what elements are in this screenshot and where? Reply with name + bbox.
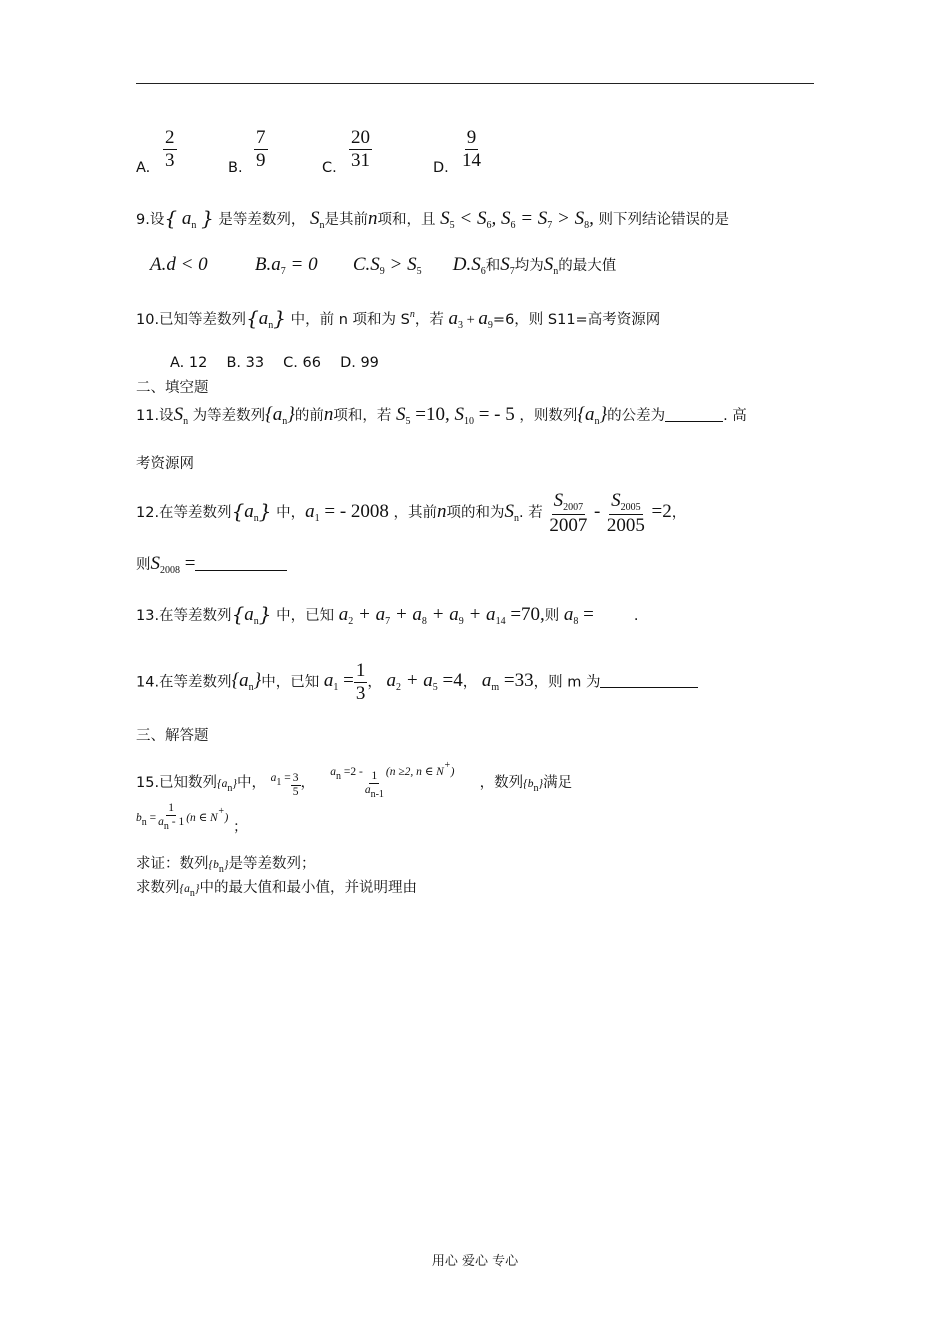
- q8-option-b-fraction: $\frac{7}{9}$: [256, 127, 266, 171]
- question-9-options: A.d < 0 $B.a_7 = 0$ $C.S_9 > S_5$ $D.S_6$和$S_7$均为$S_n$的最大值: [150, 254, 617, 277]
- question-14: 14.在等差数列$\{a_n\}$中，已知 $a_1$ = $\frac{1}{3}$ ， $a_2 + a_5 =4$， $a_m =33$，则 m 为: [136, 660, 698, 705]
- question-15-proof: 求证：数列{bn}是等差数列；: [136, 856, 316, 875]
- question-12-answer: 则$S_{2008}$ =: [136, 553, 287, 576]
- q8-option-a: A.: [136, 160, 151, 176]
- question-10: 10.已知等差数列$\{a_n\}$ 中，前 n 项和为 $S^n$，若 $a_3 + a_9=6$，则 S11=高考资源网: [136, 306, 661, 331]
- page-footer: 用心 爱心 专心: [431, 1254, 519, 1269]
- question-9: 9.设{ $a_n$ } 是等差数列， $S_n$是其前n项和，且 $S_5 < S_6$, $S_6 = S_7 > S_8$, 则下列结论错误的是: [136, 206, 729, 231]
- section-fill-in-title: 二、填空题: [136, 380, 209, 396]
- q8-option-a-fraction: $\frac{2}{3}$: [165, 127, 175, 171]
- q8-option-b: B.: [228, 160, 243, 176]
- section-answer-title: 三、解答题: [136, 728, 209, 744]
- question-15-ask: 求数列{an}中的最大值和最小值，并说明理由: [136, 880, 417, 899]
- s2005-fraction: $\frac{S_{2005}}{2005}$: [606, 490, 645, 536]
- s2007-fraction: $\frac{S_{2007}}{2007}$: [549, 490, 588, 536]
- q8-option-c: C.: [322, 160, 337, 176]
- q8-option-d: D.: [433, 160, 449, 176]
- question-11-continued: 考资源网: [136, 456, 194, 472]
- q8-option-c-fraction: $\frac{20}{31}$: [351, 127, 370, 171]
- q8-option-d-fraction: $\frac{9}{14}$: [462, 127, 481, 171]
- question-15-bn-definition: bn = $\frac{1}{an - 1}$ (n ∈ N+) ；: [136, 802, 248, 836]
- question-11: 11.设$S_n$ 为等差数列$\{a_n\}$的前n项和，若 $S_5 =10$, $S_{10}$ = - 5 ，则数列$\{a_n\}$的公差为 . 高: [136, 404, 747, 427]
- question-10-options: A. 12 B. 33 C. 66 D. 99: [170, 355, 379, 371]
- question-12: 12.在等差数列$\{a_n\}$ 中，$a_1$ = - 2008 ，其前n项的和为$S_n$. 若 $\frac{S_{2007}}{2007}$ - $\frac{S_{2005}}{2005}$ =2，: [136, 490, 687, 536]
- question-13: 13.在等差数列$\{a_n\}$ 中，已知 $a_2 + a_7 + a_8 + a_9 + a_{14} =70$,则 $a_8$ = .: [136, 602, 639, 627]
- header-rule: [136, 83, 814, 84]
- one-third-fraction: $\frac{1}{3}$: [355, 660, 366, 704]
- question-15: 15.已知数列{an}中， $^{a1 =}$ $\frac{3}{5}$ ， $^{an =2 -}$ $\frac{1}{an-1}$ $^{(n \ge 2, n \in N+)}$ ，数列{bn}满足: [136, 760, 573, 801]
